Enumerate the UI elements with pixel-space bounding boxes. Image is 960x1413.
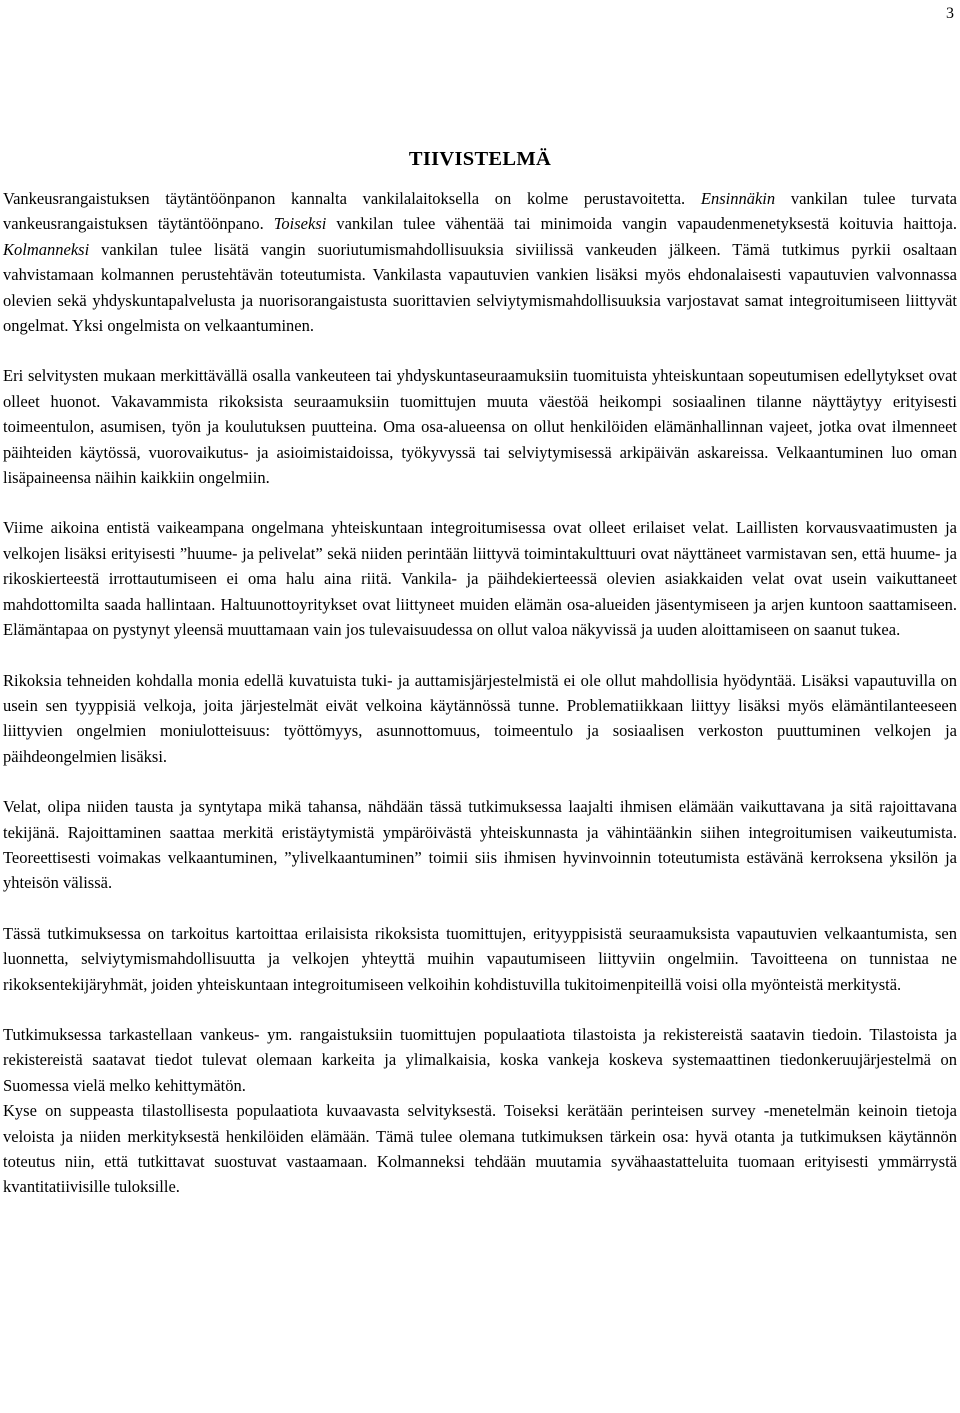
document-body (3, 146, 957, 1200)
page-title: TIIVISTELMÄ (408, 148, 552, 170)
page-number: 3 (946, 5, 954, 22)
paragraph-1-text-4: vankilan tulee lisätä vangin suoriutumismahdollisuuksia siviilissä vankeuden jälkeen. Tämä tutkimus pyrkii osaltaan vahvistamaan kolmannen perustehtävän toteutumista. Vankilasta vapautuvien vankien lisäksi myös ehdonalaisesti vapautuvien valvonnassa olevien sekä yhdyskuntapalvelusta ja nuorisorangaistusta suorittavien selviytymismahdollisuuksia varjostavat samat integroitumiseen liittyvät ongelmat. Yksi ongelmista on velkaantuminen. (3, 239, 957, 336)
paragraph-1-text-2: vankilan tulee turvata vankeusrangaistuksen täytäntöönpano. (3, 189, 957, 234)
paragraph-4: Rikoksia tehneiden kohdalla monia edellä kuvatuista tuki- ja auttamisjärjestelmistä ei ole ollut mahdollisia hyödyntää. Lisäksi vapautuvilla on usein sen tyyppisiä velkoja, joita järjestelmät eivät velkoina käytännössä tunne. Problematiikkaan liittyy lisäksi myös elämäntilanteeseen liittyvien ongelmien moniulotteisuus: työttömyys, asunnottomuus, toimeentulo ja sosiaalisen verkoston puuttuminen velkojen ja päihdeongelmien lisäksi. (3, 670, 957, 766)
paragraph-2: Eri selvitysten mukaan merkittävällä osalla vankeuteen tai yhdyskuntaseuraamuksiin tuomituista yhteiskuntaan sopeutumisen edellytykset ovat olleet huonot. Vakavammista rikoksista seuraamuksiin tuomittujen muuta väestöä heikompi sosiaalinen tilanne näyttäytyy erityisesti toimeentulon, asumisen, työn ja koulutuksen puutteina. Oma osa-alueensa on ollut henkilöiden elämänhallinnan vajeet, jotka ovat ilmenneet päihteiden käytössä, vuorovaikutus- ja asioimistaidoissa, työkyvyssä tai selviytymisessä arkipäivän askareissa. Velkaantuminen luo oman lisäpaineensa näihin kaikkiin ongelmiin. (3, 366, 957, 488)
paragraph-1 (3, 186, 957, 338)
emphasis-kolmanneksi: Kolmanneksi (3, 239, 90, 259)
paragraph-1-text-1: Vankeusrangaistuksen täytäntöönpanon kannalta vankilalaitoksella on kolme perustavoitetta. (3, 189, 701, 208)
paragraph-3: Viime aikoina entistä vaikeampana ongelmana yhteiskuntaan integroitumisessa ovat olleet erilaiset velat. Laillisten korvausvaatimusten ja velkojen lisäksi erityisesti ”huume- ja pelivelat” sekä niiden perintään liittyvä toimintakulttuuri ovat näyttäneet varmistavan sen, että huume- ja rikoskierteestä irrottautumiseen ei oma halu aina riitä. Vankila- ja päihdekierteessä olevien asiakkaiden velat ovat usein vaikuttaneet mahdottomilta saada hallintaan. Haltuunottoyritykset ovat liittyneet muiden elämän osa-alueiden jäsentymiseen ja arjen kuntoon saattamiseen. Elämäntapaa on pystynyt yleensä muuttamaan vain jos tulevaisuudessa on ollut valoa näkyvissä ja uuden aloittamiseen on saanut tukea. (3, 518, 957, 640)
paragraph-8: Kyse on suppeasta tilastollisesta populaatiota kuvaavasta selvityksestä. Toiseksi kerätään perinteisen survey -menetelmän keinoin tietoja veloista ja niiden merkityksestä henkilöiden elämään. Tämä tulee olemana tutkimuksen tärkein osa: hyvä otanta ja tutkimuksen käytännön toteutus niin, että tutkittavat suostuvat vastaamaan. Kolmanneksi tehdään muutamia syvähaastatteluita tuomaan erityisesti ymmärrystä kvantitatiivisille tuloksille. (3, 1101, 957, 1197)
emphasis-toiseksi: Toiseksi (273, 214, 327, 234)
paragraph-6: Tässä tutkimuksessa on tarkoitus kartoittaa erilaisista rikoksista tuomittujen, erityyppisistä seuraamuksista vapautuvien velkaantumista, sen luonnetta, selviytymismahdollisuutta ja velkojen yhteyttä muihin vapautumiseen liittyviin ongelmiin. Tavoitteena on tunnistaa ne rikoksentekijäryhmät, joiden yhteiskuntaan integroitumiseen velkoihin kohdistuvilla tukitoimenpiteillä voisi olla myönteistä merkitystä. (3, 923, 957, 994)
paragraph-5: Velat, olipa niiden tausta ja syntytapa mikä tahansa, nähdään tässä tutkimuksessa laajalti ihmisen elämään vaikuttavana ja sitä rajoittavana tekijänä. Rajoittaminen saattaa merkitä eristäytymistä ympäröivästä yhteiskunnasta ja vähintäänkin siihen integroitumisen vaikeutumista. Teoreettisesti voimakas velkaantuminen, ”ylivelkaantuminen” toimii siis ihmisen hyvinvoinnin toteutumista estävänä kerroksena yksilön ja yhteisön välissä. (3, 797, 957, 893)
paragraph-1-text-3: vankilan tulee vähentää tai minimoida vangin vapaudenmenetyksestä koituvia haittoja. (326, 214, 957, 234)
emphasis-ensinnakin: Ensinnäkin (700, 189, 776, 208)
paragraph-7: Tutkimuksessa tarkastellaan vankeus- ym. rangaistuksiin tuomittujen populaatiota tilastoista ja rekistereistä saatavin tiedoin. Tilastoista ja rekistereistä saatavat tiedot tulevat olemaan karkeita ja ylimalkaisia, koska vankeja koskeva systemaattinen tiedonkeruujärjestelmä on Suomessa vielä melko kehittymätön. (3, 1024, 957, 1095)
